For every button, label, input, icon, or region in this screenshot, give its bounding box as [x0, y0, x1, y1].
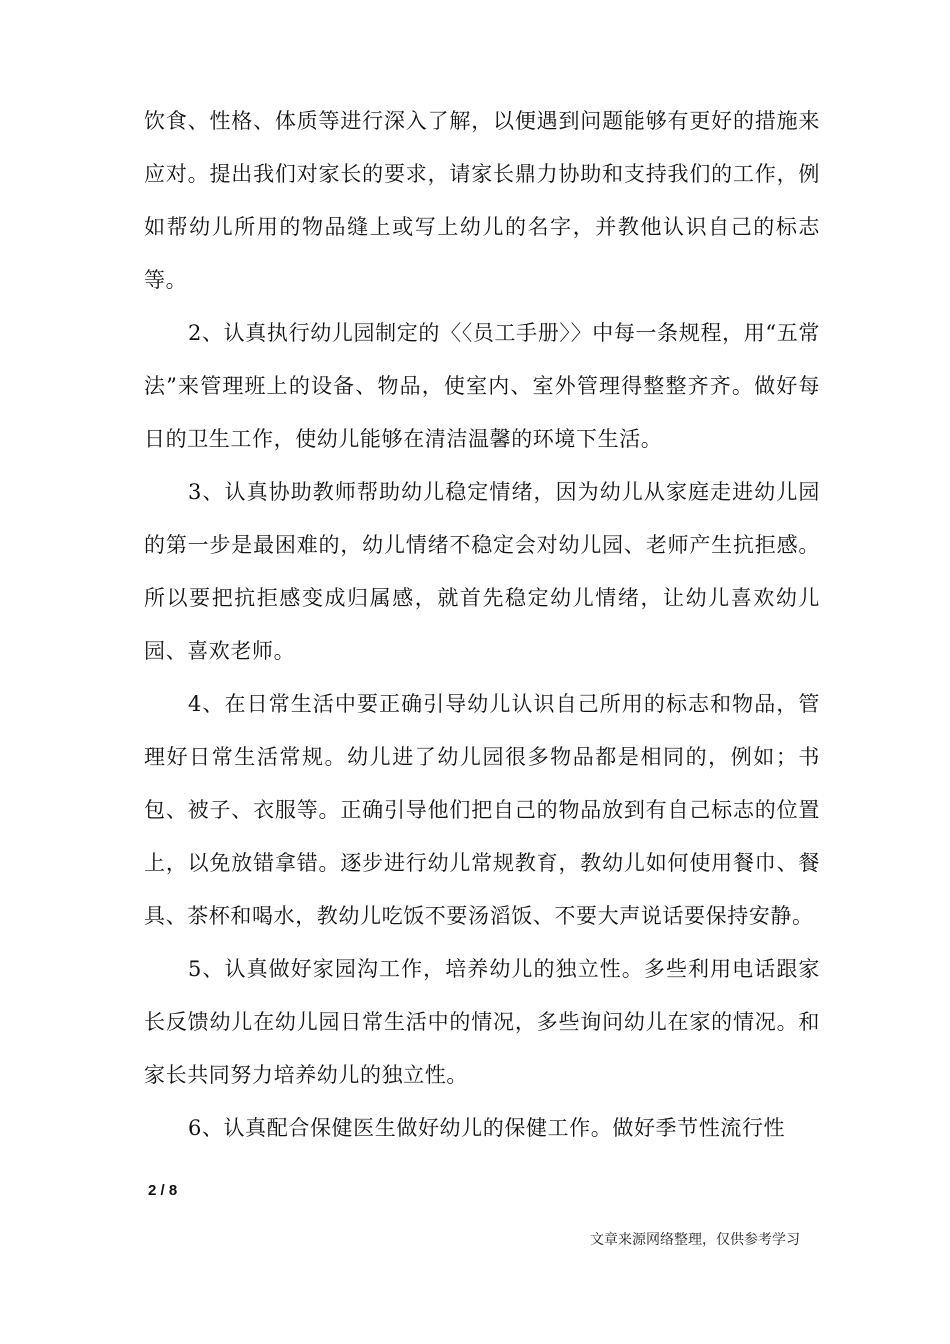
footer-source-note: 文章来源网络整理，仅供参考学习 [590, 1232, 800, 1248]
paragraph-item-3: 3、认真协助教师帮助幼儿稳定情绪，因为幼儿从家庭走进幼儿园的第一步是最困难的，幼儿情绪不稳定会对幼儿园、老师产生抗拒感。所以要把抗拒感变成归属感，就首先稳定幼儿情绪，让幼儿喜欢幼儿园、喜欢老师。 [144, 480, 820, 663]
paragraph-item-2: 2、认真执行幼儿园制定的〈〈员工手册〉〉中每一条规程，用“五常法”来管理班上的设备、物品，使室内、室外管理得整整齐齐。做好每日的卫生工作，使幼儿能够在清洁温馨的环境下生活。 [144, 321, 820, 451]
page-number: 2 / 8 [148, 1182, 178, 1199]
document-body [144, 95, 820, 1155]
paragraph-item-4: 4、在日常生活中要正确引导幼儿认识自己所用的标志和物品，管理好日常生活常规。幼儿进了幼儿园很多物品都是相同的，例如；书包、被子、衣服等。正确引导他们把自己的物品放到有自己标志的位置上，以免放错拿错。逐步进行幼儿常规教育，教幼儿如何使用餐巾、餐具、茶杯和喝水，教幼儿吃饭不要汤滔饭、不要大声说话要保持安静。 [144, 692, 820, 928]
paragraph-continuation: 饮食、性格、体质等进行深入了解，以便遇到问题能够有更好的措施来应对。提出我们对家长的要求，请家长鼎力协助和支持我们的工作，例如帮幼儿所用的物品缝上或写上幼儿的名字，并教他认识自己的标志等。 [144, 109, 820, 292]
paragraph-item-5: 5、认真做好家园沟工作，培养幼儿的独立性。多些利用电话跟家长反馈幼儿在幼儿园日常生活中的情况，多些询问幼儿在家的情况。和家长共同努力培养幼儿的独立性。 [144, 957, 820, 1087]
paragraph-item-6: 6、认真配合保健医生做好幼儿的保健工作。做好季节性流行性 [188, 1116, 786, 1140]
